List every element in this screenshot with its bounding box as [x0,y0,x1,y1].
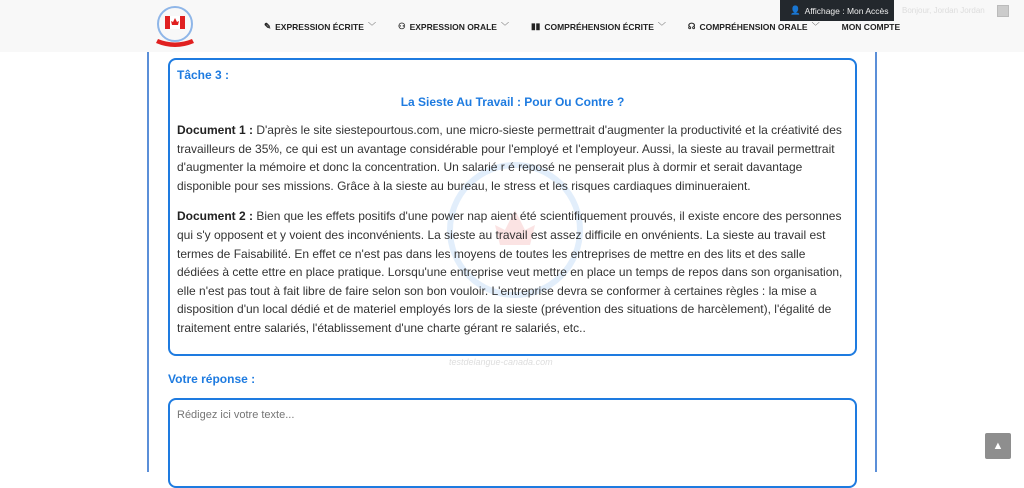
nav-expression-orale[interactable] [398,21,509,32]
document-1-label: Document 1 : [177,123,254,137]
nav-label: COMPRÉHENSION ORALE [699,21,808,32]
scroll-to-top-button[interactable] [985,433,1011,459]
edit-icon: ✎ [264,21,272,31]
task-title: La Sieste Au Travail : Pour Ou Contre ? [400,95,625,109]
document-2 [177,207,848,337]
response-label: Votre réponse : [168,372,256,386]
chevron-down-icon: ﹀ [811,22,820,31]
nav-label: EXPRESSION ORALE [409,21,497,32]
nav-label: MON COMPTE [841,21,901,32]
chevron-up-icon: ▲ [992,440,1004,452]
task-box [168,58,857,356]
nav-comprehension-ecrite[interactable] [531,21,666,32]
headphones-icon: ☊ [687,21,696,31]
site-logo[interactable] [152,3,198,53]
watermark-text: testdelangue-canada.com [449,357,553,367]
nav-label: EXPRESSION ÉCRITE [275,21,364,32]
avatar[interactable] [997,5,1009,17]
main-nav [264,21,922,32]
chevron-down-icon: ﹀ [657,22,666,31]
book-icon: ▮▮ [530,21,541,31]
content-border-right [875,52,877,472]
content-border-left [147,52,149,472]
nav-expression-ecrite[interactable] [264,21,376,32]
document-1-text: D'après le site siestepourtous.com, une micro-sieste permettrait d'augmenter la productivité et la créativité des travailleurs de 35%, ce qui est un avantage considérable pour l'employé et l'employeur. Aussi, la sieste au travail permettrait d'augmenter la mémoire et donc la concentration. Un salarié r é reposé ne penserait plus à dormir et serait davantage disponible pour ses missions. Grâce à la sieste au bureau, le stress et les risques cardiaques diminueraient. [177,123,842,193]
nav-label: COMPRÉHENSION ÉCRITE [544,21,654,32]
user-icon: 👤 [790,5,801,15]
task-label: Tâche 3 : [177,68,230,82]
nav-comprehension-orale[interactable] [688,21,820,32]
user-greeting[interactable]: Bonjour, Jordan Jordan [902,6,985,15]
response-textarea[interactable] [168,398,857,488]
nav-mon-compte[interactable] [842,21,901,32]
document-2-label: Document 2 : [177,209,254,224]
document-2-text: Bien que les effets positifs d'une power nap aient été scientifiquement prouvés, il existe encore des personnes qui s'y opposent et y voient des inconvénients. La sieste au travail est assez difficile en onvénients. La sieste au travail est termes de Faisabilité. En effet ce n'est pas dans les moyens de toutes les entreprises de mettre en des lits et des salle dédiées à cette ettre en place pratique. Lorsqu'une entreprise veut mettre en place un temps de repos dans son organisation, elle n'est pas tout à fait libre de faire selon son bon vouloir. L'entreprise devra se conformer à certaines règles : la mise a disposition d'un local dédié et de materiel employés lors de la sieste (prévention des situations de harcèlement), l'égalité de traitement entre salariés, l'établissement d'une charte gérant re salariés, etc.. [177,209,843,335]
admin-bar-view-toggle[interactable] [780,0,894,21]
chevron-down-icon: ﹀ [367,22,376,31]
admin-bar-label: Affichage : Mon Accès [804,5,889,16]
people-icon: ⚇ [397,21,406,31]
chevron-down-icon: ﹀ [500,22,509,31]
document-1 [177,121,848,195]
